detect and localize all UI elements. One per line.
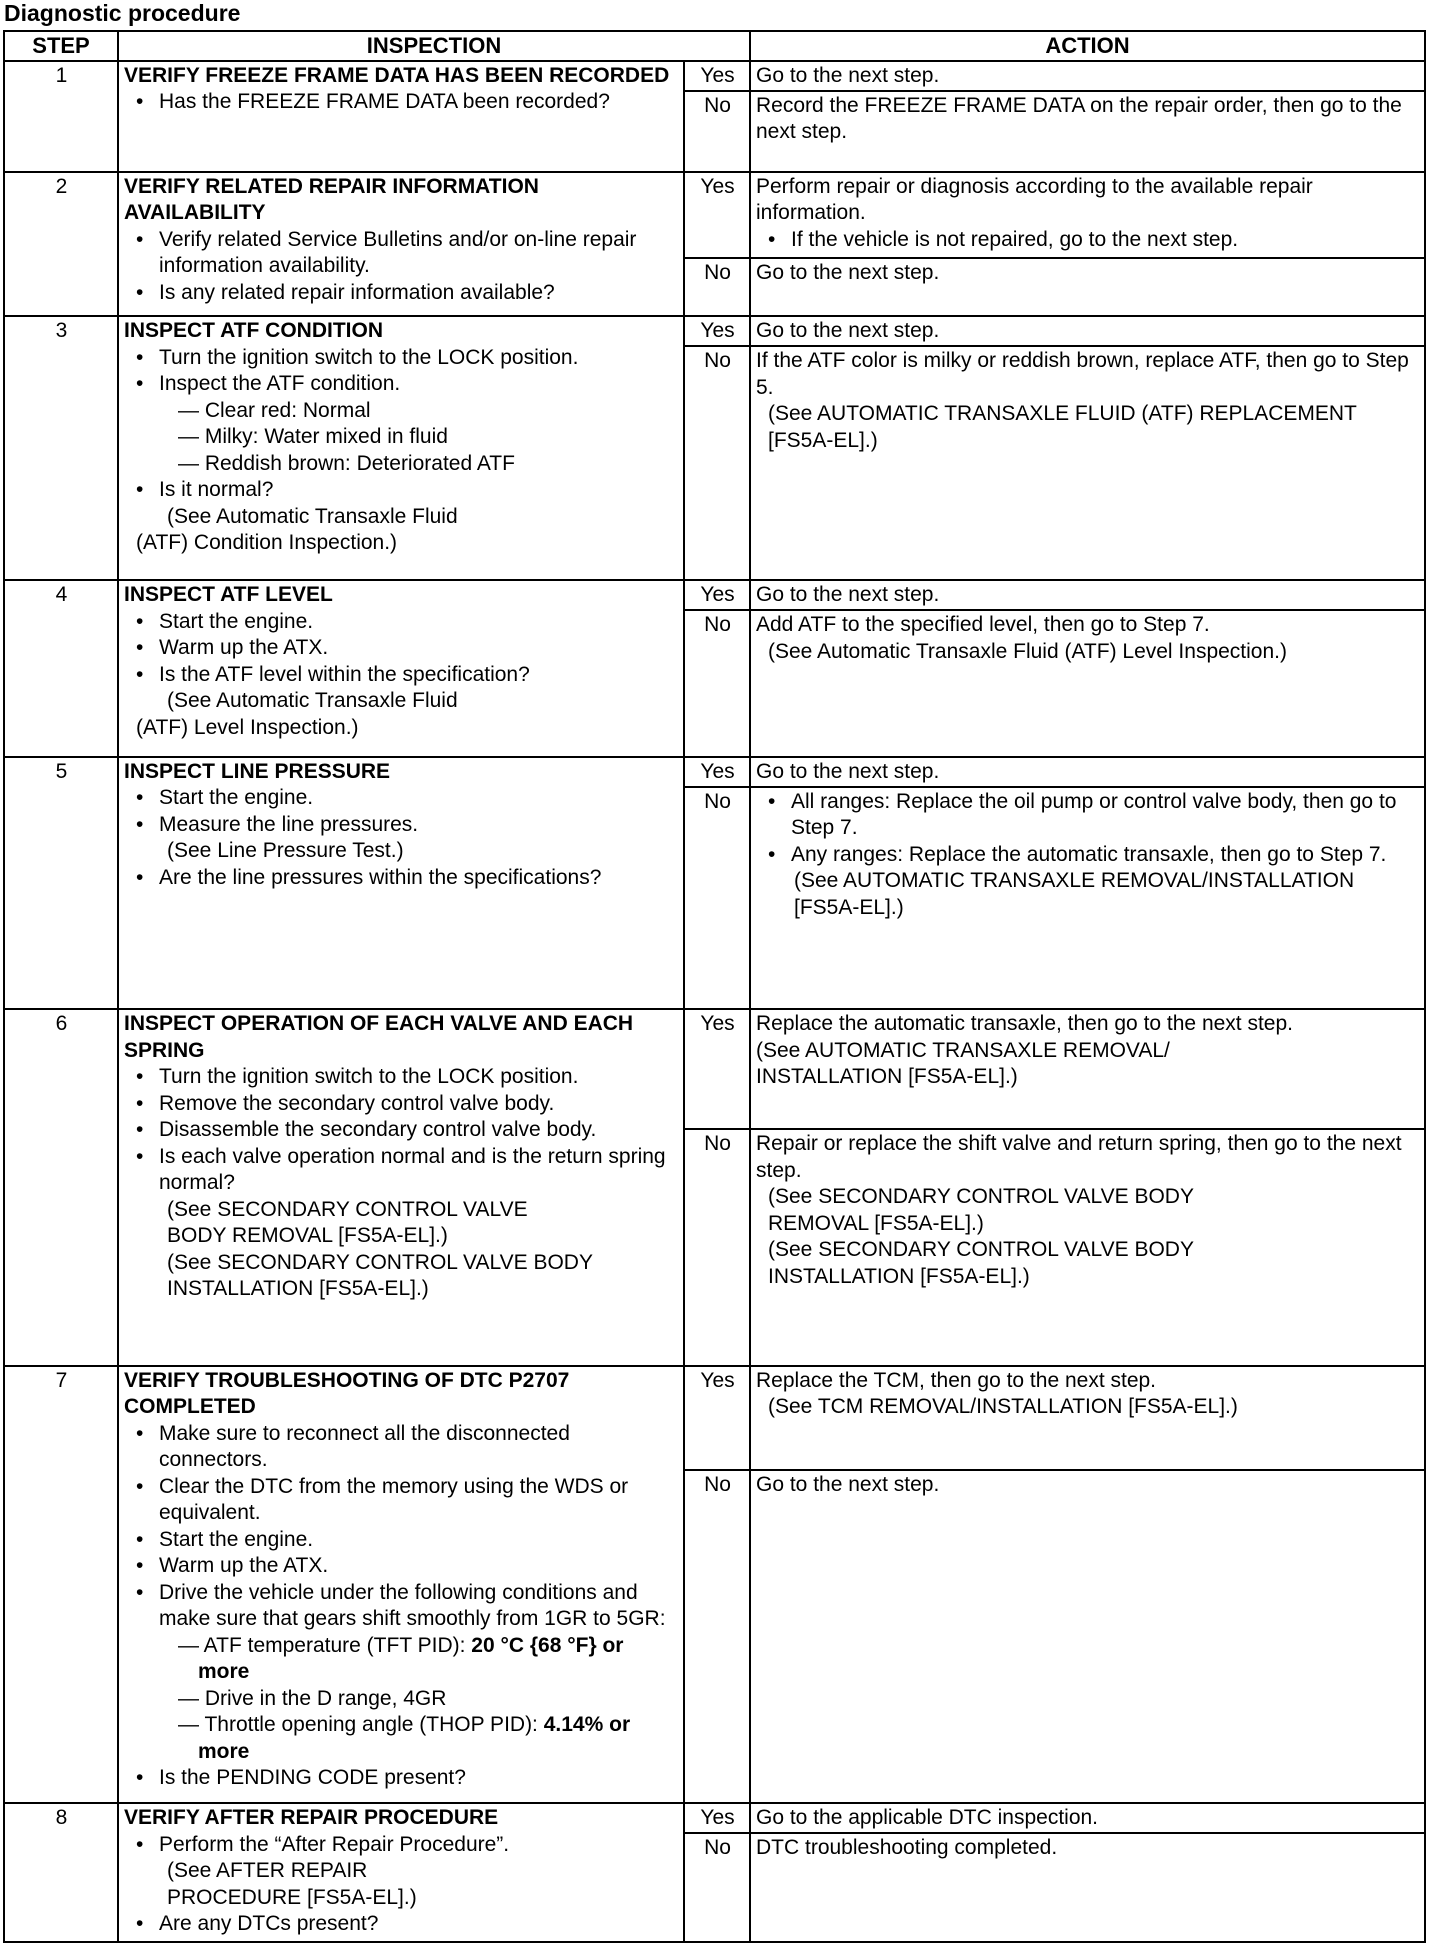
step-number: 8	[4, 1803, 118, 1942]
reference-note: (See Automatic Transaxle Fluid	[167, 689, 458, 713]
step-number: 1	[4, 61, 118, 172]
action-yes-cell	[750, 172, 1425, 258]
inspection-title: INSPECT ATF LEVEL	[124, 583, 333, 607]
action-bullet: • Any ranges: Replace the automatic transaxle, then go to Step 7.	[756, 842, 1420, 869]
action-yes: Go to the next step.	[750, 61, 1425, 91]
condition-item: — Reddish brown: Deteriorated ATF	[178, 451, 515, 475]
action-no-cell	[750, 346, 1425, 580]
reference-note: (See AUTOMATIC TRANSAXLE REMOVAL/INSTALLATION [FS5A-EL].)	[794, 869, 1355, 919]
diagnostic-table	[3, 30, 1426, 1943]
reference-note: (See SECONDARY CONTROL VALVE BODY REMOVAL [FS5A-EL].)	[167, 1197, 528, 1248]
inspection-bullet: • Start the engine.	[124, 609, 679, 636]
reference-note: (See Automatic Transaxle Fluid	[167, 504, 458, 528]
inspection-cell	[118, 172, 684, 316]
inspection-title: VERIFY TROUBLESHOOTING OF DTC P2707 COMPLETED	[124, 1368, 570, 1419]
action-yes: Go to the applicable DTC inspection.	[750, 1803, 1425, 1833]
reference-note: (See SECONDARY CONTROL VALVE BODY REMOVAL [FS5A-EL].)	[768, 1185, 1194, 1235]
inspection-bullet: • Inspect the ATF condition.	[124, 371, 679, 398]
no-label: No	[684, 1129, 750, 1366]
no-label: No	[684, 787, 750, 1009]
condition-item: — Clear red: Normal	[178, 398, 371, 422]
step-number: 3	[4, 316, 118, 580]
condition-label: — ATF temperature (TFT PID):	[178, 1633, 472, 1657]
action-no-cell	[750, 1129, 1425, 1366]
table-row	[4, 316, 1425, 346]
inspection-title: VERIFY FREEZE FRAME DATA HAS BEEN RECORDED	[124, 63, 670, 87]
table-row	[4, 61, 1425, 91]
action-no: DTC troubleshooting completed.	[750, 1833, 1425, 1942]
no-label: No	[684, 346, 750, 580]
inspection-bullet: • Measure the line pressures.	[124, 812, 679, 839]
inspection-title: INSPECT OPERATION OF EACH VALVE AND EACH SPRING	[124, 1012, 634, 1062]
yes-label: Yes	[684, 1803, 750, 1833]
reference-note: (See Automatic Transaxle Fluid (ATF) Level Inspection.)	[768, 639, 1287, 663]
yes-label: Yes	[684, 172, 750, 258]
table-row	[4, 757, 1425, 787]
action-no-cell	[750, 787, 1425, 1009]
table-row	[4, 580, 1425, 610]
reference-note: (See SECONDARY CONTROL VALVE BODY INSTALLATION [FS5A-EL].)	[167, 1250, 593, 1301]
inspection-bullet: • Warm up the ATX.	[124, 635, 679, 662]
condition-item	[124, 1712, 679, 1765]
step-number: 4	[4, 580, 118, 757]
table-row	[4, 1366, 1425, 1471]
table-row	[4, 172, 1425, 258]
condition-label: — Throttle opening angle (THOP PID):	[178, 1713, 544, 1737]
inspection-bullet: • Is any related repair information available?	[124, 280, 679, 307]
action-yes: Replace the TCM, then go to the next step.	[756, 1368, 1157, 1392]
condition-value: 20 °C {68 °F} or more	[198, 1633, 624, 1684]
table-row	[4, 1803, 1425, 1833]
action-bullet: • All ranges: Replace the oil pump or control valve body, then go to Step 7.	[756, 789, 1420, 842]
no-label: No	[684, 258, 750, 316]
reference-note: (See Line Pressure Test.)	[167, 839, 404, 863]
inspection-bullet: • Disassemble the secondary control valve body.	[124, 1117, 679, 1144]
inspection-cell	[118, 61, 684, 172]
inspection-bullet: • Is the ATF level within the specification?	[124, 662, 679, 689]
reference-note: (See AUTOMATIC TRANSAXLE REMOVAL/ INSTALLATION [FS5A-EL].)	[756, 1038, 1170, 1089]
inspection-bullet: • Is each valve operation normal and is the return spring normal?	[124, 1144, 679, 1197]
no-label: No	[684, 610, 750, 756]
inspection-bullet: • Warm up the ATX.	[124, 1553, 679, 1580]
inspection-bullet: • Drive the vehicle under the following conditions and make sure that gears shift smoothly from 1GR to 5GR:	[124, 1580, 679, 1633]
yes-label: Yes	[684, 61, 750, 91]
action-bullet: • If the vehicle is not repaired, go to the next step.	[756, 227, 1420, 254]
reference-note: (ATF) Level Inspection.)	[136, 715, 359, 739]
action-yes: Go to the next step.	[750, 757, 1425, 787]
yes-label: Yes	[684, 580, 750, 610]
inspection-bullet: • Remove the secondary control valve body.	[124, 1091, 679, 1118]
inspection-cell	[118, 1366, 684, 1803]
inspection-bullet: • Start the engine.	[124, 1527, 679, 1554]
action-no: Go to the next step.	[750, 258, 1425, 316]
inspection-title: VERIFY AFTER REPAIR PROCEDURE	[124, 1806, 499, 1830]
inspection-bullet: • Is it normal?	[124, 477, 679, 504]
yes-label: Yes	[684, 1009, 750, 1129]
inspection-bullet: • Turn the ignition switch to the LOCK position.	[124, 345, 679, 372]
action-no: Add ATF to the specified level, then go to Step 7.	[756, 613, 1210, 637]
action-no: Record the FREEZE FRAME DATA on the repair order, then go to the next step.	[750, 91, 1425, 172]
inspection-title: INSPECT ATF CONDITION	[124, 319, 383, 343]
inspection-bullet: • Turn the ignition switch to the LOCK position.	[124, 1064, 679, 1091]
no-label: No	[684, 91, 750, 172]
inspection-bullet: • Make sure to reconnect all the disconnected connectors.	[124, 1421, 679, 1474]
inspection-bullet: • Perform the “After Repair Procedure”.	[124, 1832, 679, 1859]
action-yes: Go to the next step.	[750, 316, 1425, 346]
action-yes: Perform repair or diagnosis according to the available repair information.	[756, 174, 1313, 225]
action-no: Go to the next step.	[750, 1470, 1425, 1803]
inspection-bullet: • Start the engine.	[124, 785, 679, 812]
header-inspection: INSPECTION	[118, 31, 750, 61]
inspection-cell	[118, 1009, 684, 1365]
reference-note: (See AFTER REPAIR PROCEDURE [FS5A-EL].)	[167, 1859, 417, 1909]
action-yes: Go to the next step.	[750, 580, 1425, 610]
inspection-title: VERIFY RELATED REPAIR INFORMATION AVAILABILITY	[124, 174, 539, 225]
action-no: Repair or replace the shift valve and return spring, then go to the next step.	[756, 1132, 1402, 1182]
action-no: If the ATF color is milky or reddish brown, replace ATF, then go to Step 5.	[756, 349, 1409, 399]
condition-item: — Drive in the D range, 4GR	[178, 1686, 447, 1710]
inspection-cell	[118, 757, 684, 1010]
condition-item	[124, 1633, 679, 1686]
table-row	[4, 1009, 1425, 1129]
action-yes-cell	[750, 1009, 1425, 1129]
condition-value: 4.14% or more	[198, 1713, 631, 1763]
inspection-bullet: • Clear the DTC from the memory using the WDS or equivalent.	[124, 1474, 679, 1527]
header-action: ACTION	[750, 31, 1425, 61]
action-yes: Replace the automatic transaxle, then go to the next step.	[756, 1012, 1293, 1036]
inspection-bullet: • Are any DTCs present?	[124, 1911, 679, 1938]
inspection-cell	[118, 580, 684, 757]
step-number: 5	[4, 757, 118, 1010]
reference-note: (ATF) Condition Inspection.)	[136, 531, 398, 555]
inspection-bullet: • Verify related Service Bulletins and/or on-line repair information availability.	[124, 227, 679, 280]
action-yes-cell	[750, 1366, 1425, 1471]
inspection-title: INSPECT LINE PRESSURE	[124, 759, 391, 783]
no-label: No	[684, 1833, 750, 1942]
header-step: STEP	[4, 31, 118, 61]
page-title: Diagnostic procedure	[4, 0, 241, 26]
condition-item: — Milky: Water mixed in fluid	[178, 425, 448, 449]
inspection-cell	[118, 1803, 684, 1942]
no-label: No	[684, 1470, 750, 1803]
action-no-cell	[750, 610, 1425, 756]
yes-label: Yes	[684, 1366, 750, 1471]
step-number: 2	[4, 172, 118, 316]
reference-note: (See AUTOMATIC TRANSAXLE FLUID (ATF) REPLACEMENT [FS5A-EL].)	[768, 402, 1357, 452]
yes-label: Yes	[684, 316, 750, 346]
step-number: 7	[4, 1366, 118, 1803]
inspection-bullet: • Is the PENDING CODE present?	[124, 1765, 679, 1792]
yes-label: Yes	[684, 757, 750, 787]
inspection-bullet: • Are the line pressures within the specifications?	[124, 865, 679, 892]
inspection-cell	[118, 316, 684, 580]
header-row	[4, 31, 1425, 61]
reference-note: (See SECONDARY CONTROL VALVE BODY INSTALLATION [FS5A-EL].)	[768, 1238, 1194, 1288]
inspection-bullet: • Has the FREEZE FRAME DATA been recorded?	[124, 89, 679, 116]
reference-note: (See TCM REMOVAL/INSTALLATION [FS5A-EL].)	[768, 1395, 1238, 1419]
step-number: 6	[4, 1009, 118, 1365]
